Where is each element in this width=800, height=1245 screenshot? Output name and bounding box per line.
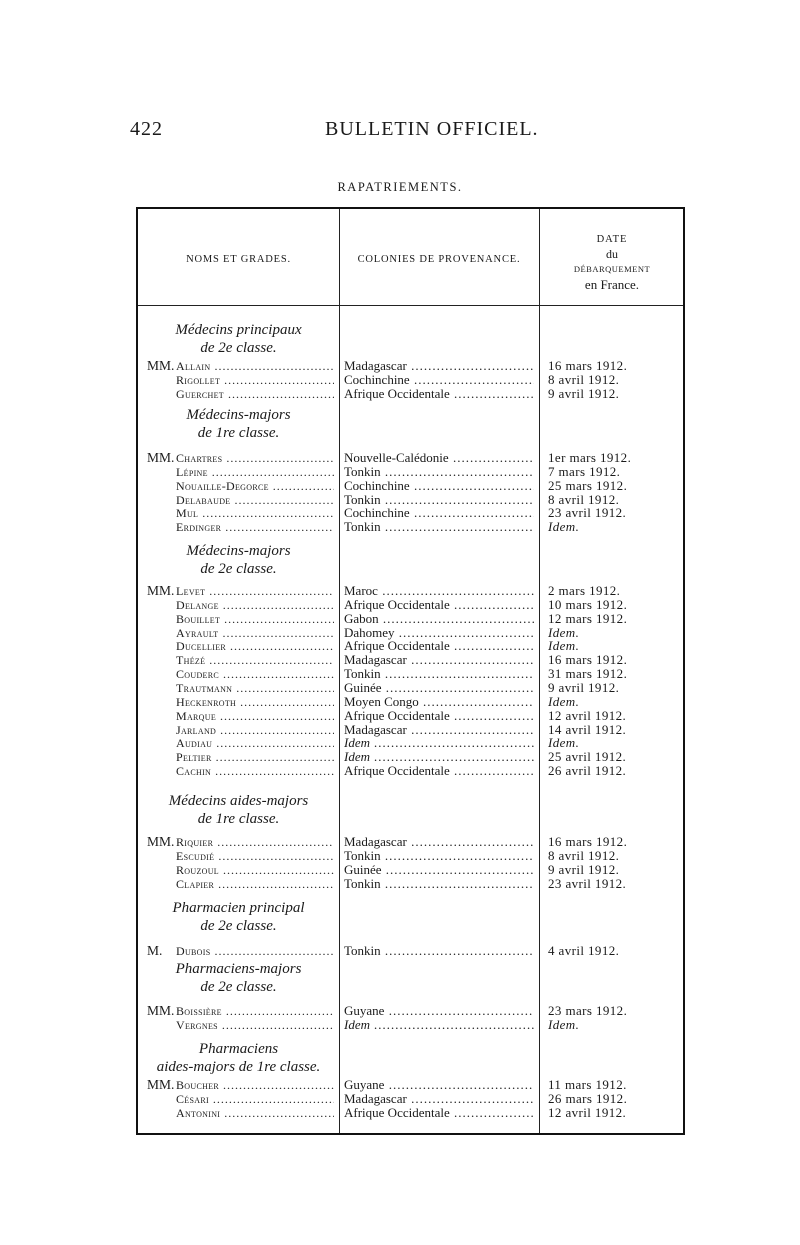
person-name: Antonini .....: [176, 1106, 334, 1120]
person-name: Erdinger .....: [176, 520, 334, 534]
landing-date: Idem.: [548, 1016, 580, 1032]
grade-heading: [138, 406, 339, 442]
person-name: Mul .....: [176, 506, 334, 520]
grade-heading: [138, 542, 339, 578]
grade-heading-line: de 2e classe.: [200, 918, 277, 934]
person-name: Riquier .....: [176, 835, 334, 849]
person-name: Thézé .....: [176, 653, 334, 667]
person-name: Levet .....: [176, 584, 334, 598]
table-row: [138, 764, 685, 778]
table-row: [138, 681, 685, 695]
colony-of-origin: Afrique Occidentale .....: [344, 1106, 534, 1120]
colony-of-origin: Cochinchine .....: [344, 506, 534, 520]
table-row: [138, 863, 685, 877]
colony-of-origin: Afrique Occidentale .....: [344, 639, 534, 653]
landing-date: 25 avril 1912.: [548, 749, 627, 765]
table-row: [138, 835, 685, 849]
table-row: [138, 695, 685, 709]
grade-heading-line: Médecins principaux: [175, 322, 302, 338]
landing-date: 9 avril 1912.: [548, 861, 620, 877]
person-name: Rouzoul .....: [176, 863, 334, 877]
name-prefix: MM.: [147, 358, 175, 373]
grade-heading-line: Pharmacien principal: [172, 900, 305, 916]
landing-date: 10 mars 1912.: [548, 596, 628, 612]
landing-date: Idem.: [548, 735, 580, 751]
grade-heading: [138, 960, 339, 996]
person-name: Couderc .....: [176, 667, 334, 681]
colony-of-origin: Tonkin .....: [344, 465, 534, 479]
grade-heading-line: Pharmaciens: [198, 1041, 279, 1057]
table-row: [138, 849, 685, 863]
landing-date: 25 mars 1912.: [548, 477, 628, 493]
table-row: [138, 877, 685, 891]
colony-of-origin: Tonkin .....: [344, 877, 534, 891]
landing-date: 8 avril 1912.: [548, 371, 620, 387]
landing-date: 16 mars 1912.: [548, 358, 628, 373]
person-name: Audiau .....: [176, 736, 334, 750]
colony-of-origin: Madagascar .....: [344, 723, 534, 737]
colony-of-origin: Cochinchine .....: [344, 373, 534, 387]
person-name: Clapier .....: [176, 877, 334, 891]
grade-heading-line: de 1re classe.: [197, 425, 280, 441]
landing-date: 9 avril 1912.: [548, 679, 620, 695]
grade-heading-line: aides-majors de 1re classe.: [156, 1059, 321, 1075]
page-number: 422: [130, 118, 163, 140]
landing-date: 26 mars 1912.: [548, 1090, 628, 1106]
table-row: [138, 944, 685, 958]
landing-date: 16 mars 1912.: [548, 834, 628, 849]
grade-heading-line: de 2e classe.: [200, 561, 277, 577]
table-row: [138, 506, 685, 520]
colony-of-origin: Guinée .....: [344, 681, 534, 695]
column-header-names: NOMS ET GRADES.: [186, 254, 291, 265]
running-title: BULLETIN OFFICIEL.: [325, 118, 539, 140]
grade-heading: [138, 899, 339, 935]
person-name: Guerchet .....: [176, 387, 334, 401]
table-row: [138, 1018, 685, 1032]
person-name: Ducellier .....: [176, 639, 334, 653]
person-name: Dubois .....: [176, 944, 334, 958]
landing-date: 4 avril 1912.: [548, 943, 620, 958]
table-row: [138, 626, 685, 640]
colony-of-origin: Madagascar .....: [344, 1092, 534, 1106]
colony-of-origin: Tonkin .....: [344, 493, 534, 507]
landing-date: Idem.: [548, 638, 580, 654]
person-name: Peltier .....: [176, 750, 334, 764]
name-prefix: MM.: [147, 583, 175, 598]
grade-heading-line: Médecins aides-majors: [168, 793, 309, 809]
colony-of-origin: Maroc .....: [344, 584, 534, 598]
colony-of-origin: Cochinchine .....: [344, 479, 534, 493]
colony-of-origin: Tonkin .....: [344, 944, 534, 958]
colony-of-origin: Moyen Congo .....: [344, 695, 534, 709]
section-title: RAPATRIEMENTS.: [337, 180, 463, 194]
landing-date: Idem.: [548, 624, 580, 640]
grade-heading-line: Médecins-majors: [186, 407, 291, 423]
table-row: [138, 520, 685, 534]
repatriation-table: [136, 207, 685, 1135]
colony-of-origin: Guyane .....: [344, 1004, 534, 1018]
landing-date: 11 mars 1912.: [548, 1077, 627, 1092]
landing-date: 14 avril 1912.: [548, 721, 627, 737]
grade-heading: [138, 792, 339, 828]
page-header: [130, 118, 690, 148]
landing-date: 9 avril 1912.: [548, 385, 620, 401]
person-name: Cachin .....: [176, 764, 334, 778]
landing-date: 16 mars 1912.: [548, 652, 628, 668]
person-name: Delabaude .....: [176, 493, 334, 507]
grade-heading: [138, 321, 339, 357]
table-row: [138, 667, 685, 681]
date-header-line: en France.: [584, 277, 640, 292]
person-name: Ayrault .....: [176, 626, 334, 640]
person-name: Marque .....: [176, 709, 334, 723]
table-row: [138, 1106, 685, 1120]
landing-date: 2 mars 1912.: [548, 583, 621, 598]
person-name: Heckenroth .....: [176, 695, 334, 709]
table-row: [138, 1004, 685, 1018]
colony-of-origin: Tonkin .....: [344, 849, 534, 863]
landing-date: Idem.: [548, 693, 580, 709]
name-prefix: MM.: [147, 1077, 175, 1092]
table-body: [138, 209, 683, 1133]
landing-date: 12 avril 1912.: [548, 707, 627, 723]
table-row: [138, 1078, 685, 1092]
table-row: [138, 598, 685, 612]
person-name: Delange .....: [176, 598, 334, 612]
person-name: Allain .....: [176, 359, 334, 373]
landing-date: 26 avril 1912.: [548, 763, 627, 779]
colony-of-origin: Nouvelle-Calédonie .....: [344, 451, 534, 465]
person-name: Trautmann .....: [176, 681, 334, 695]
colony-of-origin: Madagascar .....: [344, 653, 534, 667]
colony-of-origin: Afrique Occidentale .....: [344, 709, 534, 723]
table-row: [138, 465, 685, 479]
colony-of-origin: Gabon .....: [344, 612, 534, 626]
colony-of-origin: Guinée .....: [344, 863, 534, 877]
grade-heading-line: de 2e classe.: [200, 340, 277, 356]
landing-date: 23 mars 1912.: [548, 1003, 628, 1018]
table-row: [138, 709, 685, 723]
table-row: [138, 584, 685, 598]
landing-date: 7 mars 1912.: [548, 463, 621, 479]
table-row: [138, 1092, 685, 1106]
colony-of-origin: Afrique Occidentale .....: [344, 764, 534, 778]
colony-of-origin: Tonkin .....: [344, 520, 534, 534]
landing-date: 8 avril 1912.: [548, 491, 620, 507]
grade-heading-line: de 2e classe.: [200, 979, 277, 995]
landing-date: 31 mars 1912.: [548, 666, 628, 682]
person-name: Vergnes .....: [176, 1018, 334, 1032]
table-row: [138, 723, 685, 737]
date-header-line: du: [606, 247, 618, 261]
person-name: Bouillet .....: [176, 612, 334, 626]
table-row: [138, 451, 685, 465]
grade-heading-line: Pharmaciens-majors: [175, 961, 302, 977]
table-row: [138, 387, 685, 401]
column-header-colonies: COLONIES DE PROVENANCE.: [357, 254, 521, 265]
landing-date: 8 avril 1912.: [548, 847, 620, 863]
grade-heading-line: de 1re classe.: [197, 811, 280, 827]
person-name: Nouaille-Degorce .....: [176, 479, 334, 493]
name-prefix: MM.: [147, 450, 175, 465]
colony-of-origin: Madagascar .....: [344, 359, 534, 373]
person-name: Boucher .....: [176, 1078, 334, 1092]
name-prefix: MM.: [147, 834, 175, 849]
colony-of-origin: Idem .....: [344, 736, 534, 750]
grade-heading-line: Médecins-majors: [186, 543, 291, 559]
colony-of-origin: Tonkin .....: [344, 667, 534, 681]
colony-of-origin: Afrique Occidentale .....: [344, 598, 534, 612]
person-name: Rigollet .....: [176, 373, 334, 387]
name-prefix: MM.: [147, 1003, 175, 1018]
table-row: [138, 479, 685, 493]
person-name: Lépine .....: [176, 465, 334, 479]
table-row: [138, 373, 685, 387]
colony-of-origin: Afrique Occidentale .....: [344, 387, 534, 401]
person-name: Jarland .....: [176, 723, 334, 737]
landing-date: 12 mars 1912.: [548, 610, 628, 626]
table-row: [138, 359, 685, 373]
landing-date: 12 avril 1912.: [548, 1104, 627, 1120]
landing-date: Idem.: [548, 519, 580, 535]
landing-date: 1er mars 1912.: [548, 450, 632, 465]
person-name: Escudié .....: [176, 849, 334, 863]
person-name: Chartres .....: [176, 451, 334, 465]
date-header-line: DÉBARQUEMENT: [573, 264, 651, 274]
colony-of-origin: Dahomey .....: [344, 626, 534, 640]
colony-of-origin: Madagascar .....: [344, 835, 534, 849]
landing-date: 23 avril 1912.: [548, 505, 627, 521]
colony-of-origin: Idem .....: [344, 750, 534, 764]
grade-heading: [138, 1040, 339, 1076]
table-row: [138, 612, 685, 626]
name-prefix: M.: [147, 943, 163, 958]
colony-of-origin: Idem .....: [344, 1018, 534, 1032]
person-name: Césari .....: [176, 1092, 334, 1106]
person-name: Boissière .....: [176, 1004, 334, 1018]
colony-of-origin: Guyane .....: [344, 1078, 534, 1092]
date-header-line: DATE: [596, 234, 628, 245]
landing-date: 23 avril 1912.: [548, 875, 627, 891]
